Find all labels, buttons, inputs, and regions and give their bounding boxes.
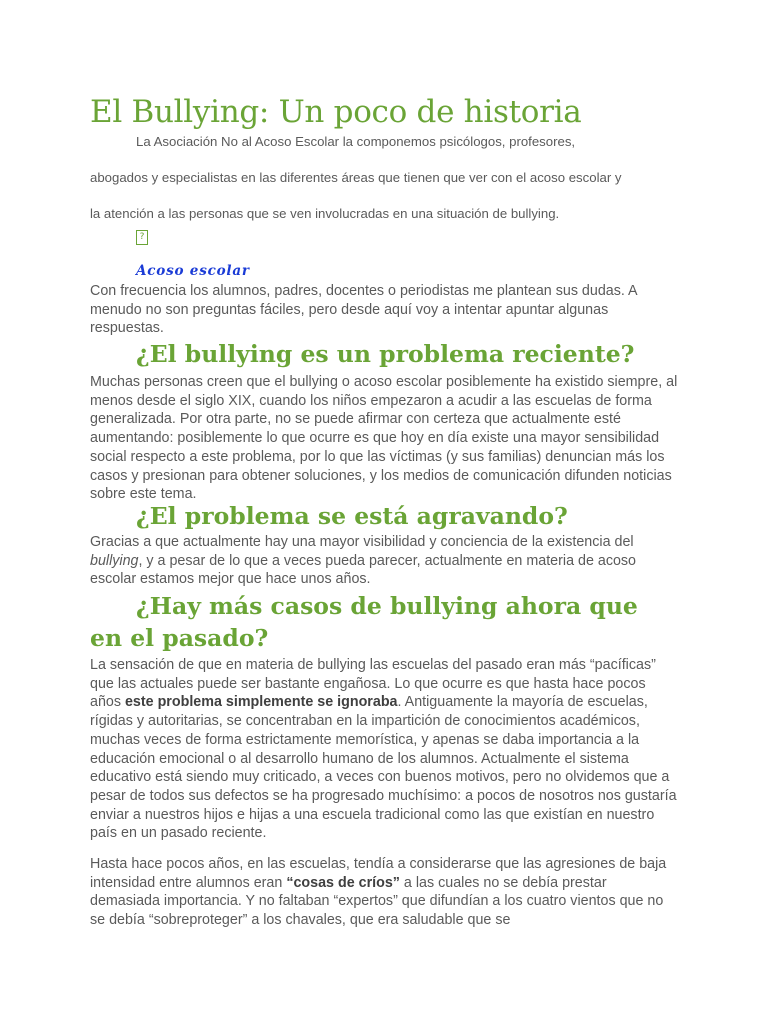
intro-line-3: la atención a las personas que se ven involucradas en una situación de bullying.: [90, 206, 560, 221]
section3-heading-line1: ¿Hay más casos de bullying ahora que: [136, 592, 638, 620]
subheading-acoso-escolar: Acoso escolar: [136, 263, 250, 279]
section3-p1-after: . Antiguamente la mayoría de escuelas, rígidas y autoritarias, se concentraban en la impartición de conocimientos académicos, muchas veces de forma estrictamente memorística, y apenas se daba importancia a la educación emocional o al desarrollo humano de los alumnos. Actualmente el sistema educativo está siendo muy criticado, a veces con buenos motivos, pero no olvidemos que a pesar de todos sus defectos se ha progresado muchísimo: a pocos de nosotros nos gustaría enviar a nuestros hijos e hijas a una escuela tradicional como las que existían en nuestro país en un pasado reciente.: [90, 694, 677, 842]
section3-p1-bold: este problema simplemente se ignoraba: [124, 694, 398, 711]
intro-paragraph: [90, 133, 690, 225]
section3-p2-after: a las cuales no se debía prestar demasiada importancia. Y no faltaban “expertos” que difundían a los cuatro vientos que no se debía “sobreproteger” a los chavales, que era saludable que se: [90, 874, 664, 929]
section2-text-after: , y a pesar de lo que a veces pueda parecer, actualmente en materia de acoso escolar estamos mejor que hace unos años.: [90, 552, 637, 588]
section3-paragraph-1: [90, 656, 680, 843]
section3-p2-bold: “cosas de críos”: [286, 874, 400, 891]
section3-paragraph-2: [90, 855, 680, 930]
intro-body-paragraph: Con frecuencia los alumnos, padres, docentes o periodistas me plantean sus dudas. A menudo no son preguntas fáciles, pero desde aquí voy a intentar apuntar algunas respuestas.: [90, 283, 637, 337]
section2-text-italic: bullying: [90, 552, 139, 569]
section1-heading: ¿El bullying es un problema reciente?: [136, 340, 635, 368]
intro-line-1: La Asociación No al Acoso Escolar la componemos psicólogos, profesores,: [136, 134, 576, 149]
section2-paragraph: [90, 533, 680, 589]
page-title: El Bullying: Un poco de historia: [90, 94, 582, 130]
section3-heading-line2: en el pasado?: [90, 624, 269, 652]
missing-glyph-icon: ?: [136, 230, 148, 245]
section2-text-before: Gracias a que actualmente hay una mayor visibilidad y conciencia de la existencia del: [90, 534, 634, 550]
section3-p1-before: La sensación de que en materia de bullying las escuelas del pasado eran más “pacíficas” que las actuales puede ser bastante engañosa. Lo que ocurre es que hasta hace pocos años: [90, 657, 656, 711]
section3-p2-before: Hasta hace pocos años, en las escuelas, tendía a considerarse que las agresiones de baja intensidad entre alumnos eran: [90, 856, 667, 891]
intro-line-2: abogados y especialistas en las diferentes áreas que tienen que ver con el acoso escolar y: [90, 170, 622, 185]
section2-heading: ¿El problema se está agravando?: [136, 502, 568, 530]
section3-heading: [90, 590, 690, 654]
section1-paragraph: Muchas personas creen que el bullying o acoso escolar posiblemente ha existido siempre, al menos desde el siglo XIX, cuando los niños empezaron a acudir a las escuelas de forma generalizada. Por otra parte, no se puede afirmar con certeza que actualmente esté aumentando: posiblemente lo que ocurre es que hoy en día existe una mayor sensibilidad social respecto a este problema, por lo que las víctimas (y sus familias) denuncian más los casos y presionan para obtener soluciones, y los medios de comunicación difunden noticias sobre este tema.: [90, 374, 678, 503]
